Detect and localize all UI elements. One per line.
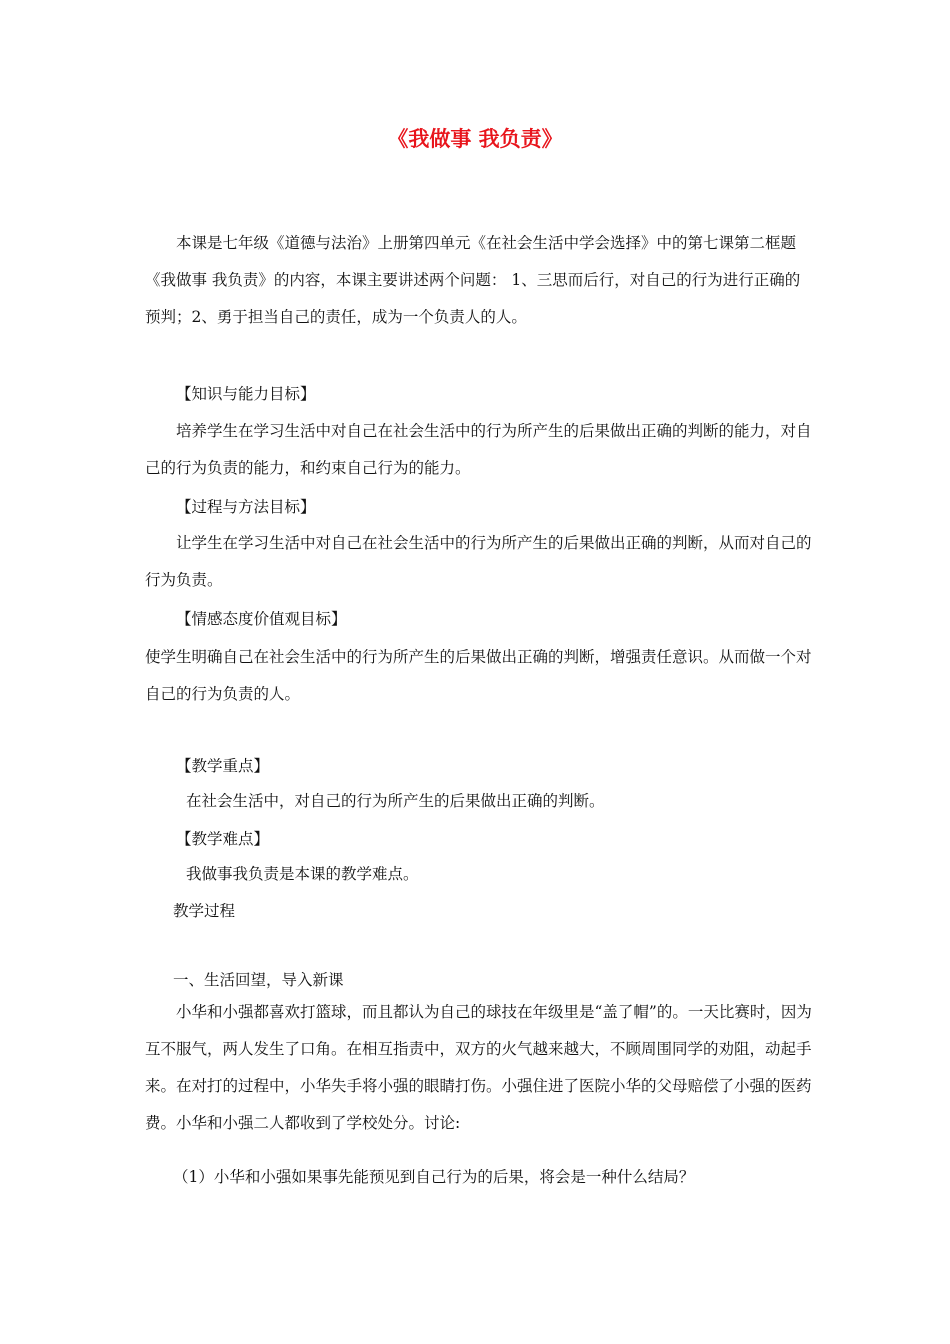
difficulty-text: 我做事我负责是本课的教学难点。: [186, 865, 419, 883]
document-title: 《我做事 我负责》: [387, 126, 563, 151]
process-goal-text: 让学生在学习生活中对自己在社会生活中的行为所产生的后果做出正确的判断，从而对自己的行为负责。: [145, 534, 812, 589]
intro-paragraph: 本课是七年级《道德与法治》上册第四单元《在社会生活中学会选择》中的第七课第二框题《我做事 我负责》的内容，本课主要讲述两个问题： 1、三思而后行，对自己的行为进行正确的预判；2、勇于担当自己的责任，成为一个负责人的人。: [145, 234, 801, 326]
teaching-process-label: 教学过程: [173, 902, 236, 920]
section-one-story: 小华和小强都喜欢打篮球，而且都认为自己的球技在年级里是“盖了帽”的。一天比赛时，因为互不服气，两人发生了口角。在相互指责中，双方的火气越来越大，不顾周围同学的劝阻，动起手来。在对打的过程中，小华失手将小强的眼睛打伤。小强住进了医院小华的父母赔偿了小强的医药费。小华和小强二人都收到了学校处分。讨论:: [145, 1003, 812, 1132]
knowledge-goal-heading: 【知识与能力目标】: [176, 385, 316, 403]
discussion-question-1: （1）小华和小强如果事先能预见到自己行为的后果，将会是一种什么结局？: [173, 1168, 695, 1186]
knowledge-goal-text: 培养学生在学习生活中对自己在社会生活中的行为所产生的后果做出正确的判断的能力，对自己的行为负责的能力，和约束自己行为的能力。: [145, 422, 812, 477]
key-point-text: 在社会生活中，对自己的行为所产生的后果做出正确的判断。: [186, 792, 605, 810]
section-one-heading: 一、生活回望，导入新课: [173, 971, 344, 989]
emotion-goal-text: 使学生明确自己在社会生活中的行为所产生的后果做出正确的判断，增强责任意识。从而做一个对自己的行为负责的人。: [145, 648, 812, 703]
key-point-heading: 【教学重点】: [176, 757, 270, 775]
process-goal-heading: 【过程与方法目标】: [176, 498, 316, 516]
emotion-goal-heading: 【情感态度价值观目标】: [176, 610, 347, 628]
difficulty-heading: 【教学难点】: [176, 830, 270, 848]
